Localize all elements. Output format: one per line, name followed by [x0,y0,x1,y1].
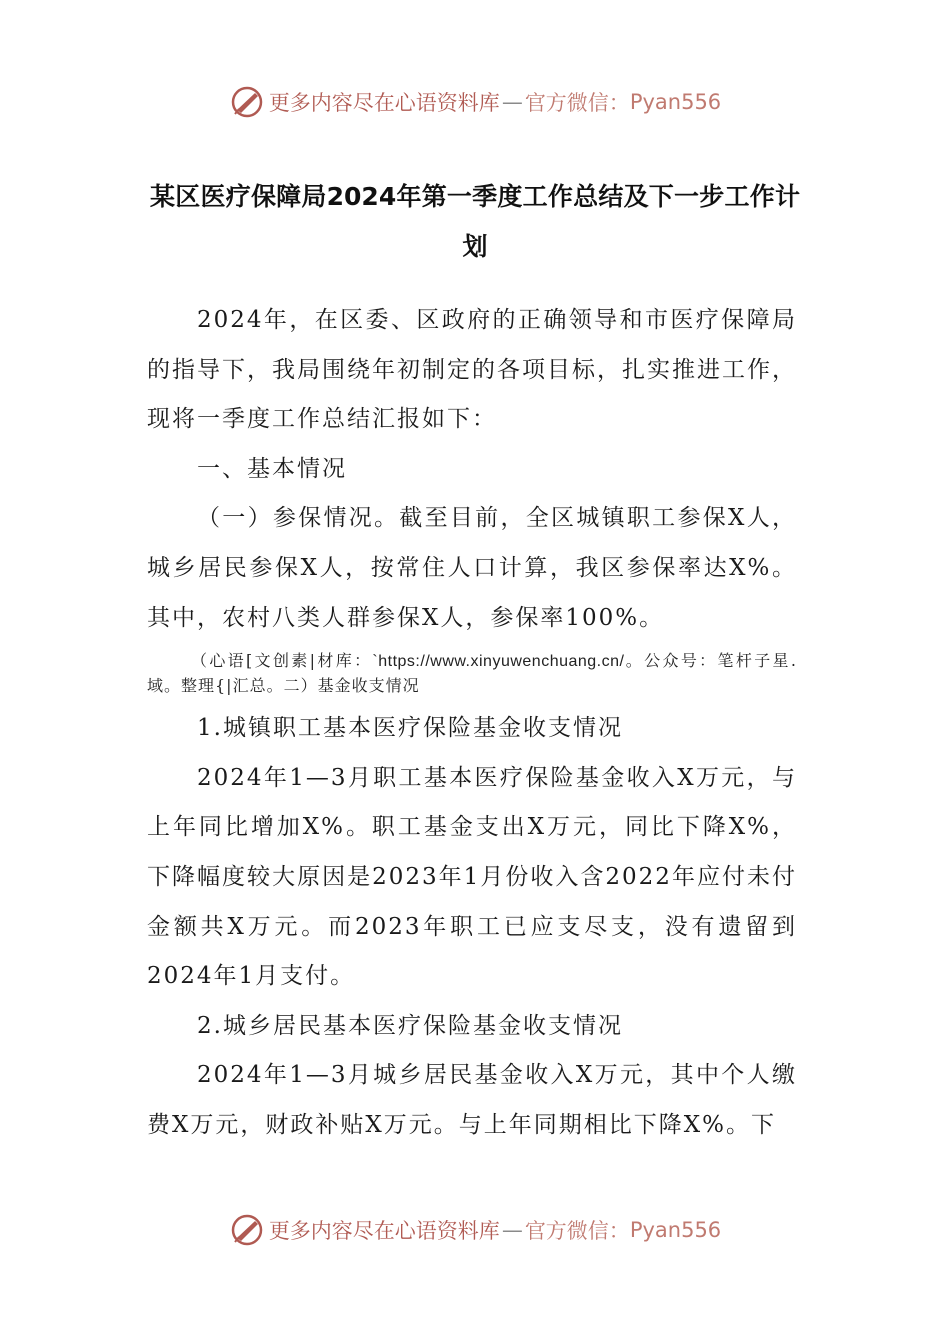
source-note [147,649,797,698]
footer-banner [0,1208,950,1252]
quill-seal-icon [229,1212,265,1248]
note-prefix: （心语[文创素|材库： [191,651,373,671]
resident-fund-paragraph: 2024年1—3月城乡居民基金收入X万元，其中个人缴费X万元，财政补贴X万元。与上年同期相比下降X%。下 [147,1062,797,1138]
intro-paragraph: 2024年，在区委、区政府的正确领导和市医疗保障局的指导下，我局围绕年初制定的各项目标，扎实推进工作，现将一季度工作总结汇报如下： [147,307,797,433]
note-suffix: 。公众号：笔杆子星.域。整理{|汇总。二）基金收支情况 [147,651,797,696]
banner-account-id: Pyan556 [629,90,722,114]
subheading-resident-fund: 2.城乡居民基本医疗保险基金收支情况 [197,1012,623,1039]
note-url: `https://www.xinyuwenchuang.cn/ [372,653,625,671]
banner-account-label: 官方微信： [524,91,630,115]
title-line-2: 划 [462,232,488,261]
insured-paragraph: （一）参保情况。截至目前，全区城镇职工参保X人，城乡居民参保X人，按常住人口计算，我区参保率达X%。其中，农村八类人群参保X人，参保率100%。 [147,505,797,631]
subheading-employee-fund: 1.城镇职工基本医疗保险基金收支情况 [197,715,623,742]
banner-separator: — [501,1218,523,1242]
document-body [147,296,797,1151]
banner-account-label: 官方微信： [524,1219,630,1243]
document-title [150,172,800,272]
header-banner [0,80,950,124]
employee-fund-paragraph: 2024年1—3月职工基本医疗保险基金收入X万元，与上年同比增加X%。职工基金支出X万元，同比下降X%，下降幅度较大原因是2023年1月份收入含2022年应付未付金额共X万元。而2023年职工已应支尽支，没有遗留到2024年1月支付。 [147,764,797,990]
banner-main-text: 更多内容尽在心语资料库 [268,91,500,115]
quill-seal-icon [229,84,265,120]
banner-separator: — [501,90,523,114]
section-heading-basic: 一、基本情况 [197,455,347,482]
banner-main-text: 更多内容尽在心语资料库 [268,1219,500,1243]
banner-account-id: Pyan556 [629,1218,722,1242]
title-line-1: 某区医疗保障局2024年第一季度工作总结及下一步工作计 [150,182,800,211]
